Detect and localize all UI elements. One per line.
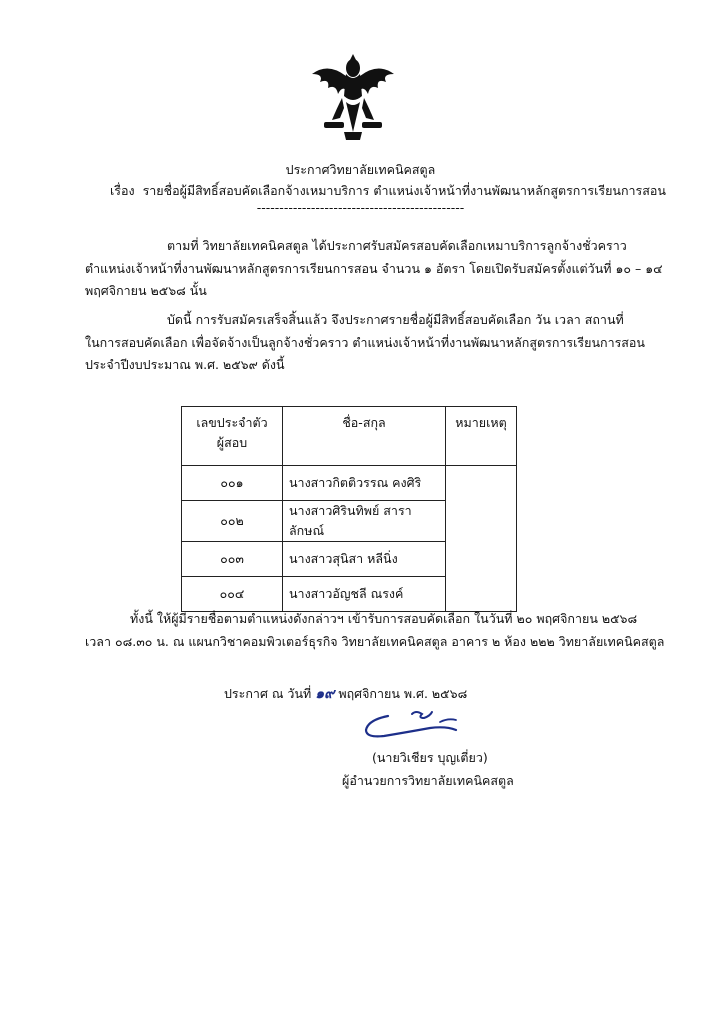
dateline-suffix: พฤศจิกายน พ.ศ. ๒๕๖๘ <box>338 686 468 701</box>
remark-cell <box>446 466 517 612</box>
candidate-id: ๐๐๓ <box>182 542 283 577</box>
separator: ---------------------------------------------- <box>256 200 465 215</box>
candidate-id: ๐๐๑ <box>182 466 283 501</box>
candidate-id: ๐๐๒ <box>182 501 283 542</box>
director-signature <box>360 708 470 742</box>
subject-label: เรื่อง <box>110 183 135 198</box>
subject-text: รายชื่อผู้มีสิทธิ์สอบคัดเลือกจ้างเหมาบริการ ตำแหน่งเจ้าหน้าที่งานพัฒนาหลักสูตรการเรียนการสอน <box>142 183 666 198</box>
paragraph-2-line-2: ในการสอบคัดเลือก เพื่อจัดจ้างเป็นลูกจ้างชั่วคราว ตำแหน่งเจ้าหน้าที่งานพัฒนาหลักสูตรการเรียนการสอน <box>85 335 645 350</box>
header-full-name: ชื่อ-สกุล <box>283 407 446 466</box>
dateline-prefix: ประกาศ ณ วันที่ <box>224 686 312 701</box>
candidate-name: นางสาวกิตติวรรณ คงศิริ <box>283 466 446 501</box>
header-candidate-id: เลขประจำตัว ผู้สอบ <box>182 407 283 466</box>
garuda-emblem <box>306 52 400 144</box>
closing-line-1: ทั้งนี้ ให้ผู้มีรายชื่อตามตำแหน่งดังกล่าวฯ เข้ารับการสอบคัดเลือก ในวันที่ ๒๐ พฤศจิกายน ๒๕๖๘ <box>130 611 638 626</box>
candidate-table <box>181 406 517 612</box>
candidate-name: นางสาวอัญชลี ณรงค์ <box>283 577 446 612</box>
signer-position: ผู้อำนวยการวิทยาลัยเทคนิคสตูล <box>342 773 514 788</box>
paragraph-1-line-2: ตำแหน่งเจ้าหน้าที่งานพัฒนาหลักสูตรการเรียนการสอน จำนวน ๑ อัตรา โดยเปิดรับสมัครตั้งแต่วันที่ ๑๐ – ๑๔ <box>85 261 663 276</box>
dateline <box>224 683 467 705</box>
candidate-name: นางสาวศิรินทิพย์ สาราลักษณ์ <box>283 501 446 542</box>
paragraph-2-line-1: บัดนี้ การรับสมัครเสร็จสิ้นแล้ว จึงประกาศรายชื่อผู้มีสิทธิ์สอบคัดเลือก วัน เวลา สถานที่ <box>167 312 624 327</box>
announcement-title: ประกาศวิทยาลัยเทคนิคสตูล <box>285 162 436 177</box>
table-header-row <box>182 407 517 466</box>
candidate-name: นางสาวสุนิสา หลีนิ่ง <box>283 542 446 577</box>
paragraph-2-line-3: ประจำปีงบประมาณ พ.ศ. ๒๕๖๙ ดังนี้ <box>85 357 285 372</box>
paragraph-1-line-1: ตามที่ วิทยาลัยเทคนิคสตูล ได้ประกาศรับสมัครสอบคัดเลือกเหมาบริการลูกจ้างชั่วคราว <box>167 238 627 253</box>
dateline-day: ๑๙ <box>315 686 335 702</box>
candidate-id: ๐๐๔ <box>182 577 283 612</box>
closing-line-2: เวลา ๐๘.๓๐ น. ณ แผนกวิชาคอมพิวเตอร์ธุรกิจ วิทยาลัยเทคนิคสตูล อาคาร ๒ ห้อง ๒๒๒ วิทยาลัยเทคนิคสตูล <box>85 634 665 649</box>
header-remark: หมายเหตุ <box>446 407 517 466</box>
table-row <box>182 466 517 501</box>
subject-line <box>110 181 666 201</box>
signer-name: (นายวิเชียร บุญเตี่ยว) <box>372 750 488 765</box>
paragraph-1-line-3: พฤศจิกายน ๒๕๖๘ นั้น <box>85 283 207 298</box>
